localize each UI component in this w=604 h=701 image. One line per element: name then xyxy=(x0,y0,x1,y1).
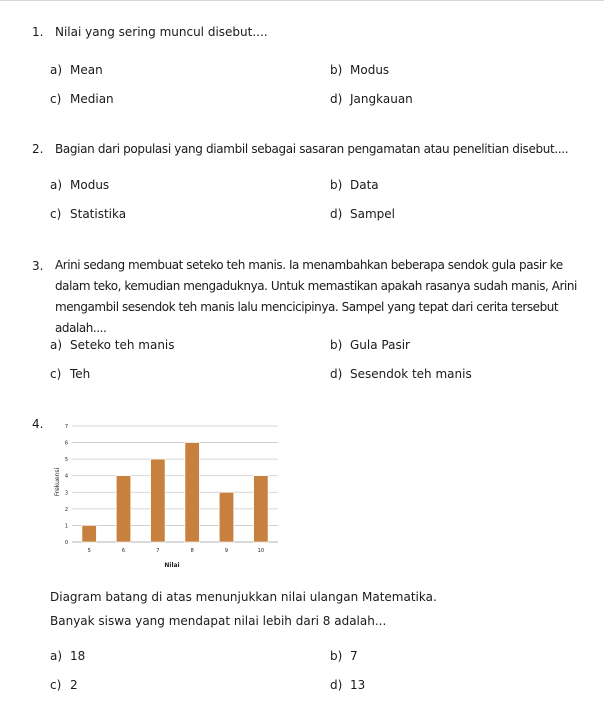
option-4d-text: 13 xyxy=(350,678,366,692)
option-1b-letter: b) xyxy=(330,63,343,77)
option-4c-letter: c) xyxy=(50,678,62,692)
chart-x-tick-label: 6 xyxy=(121,548,126,554)
option-1d-text: Jangkauan xyxy=(350,92,413,106)
option-3c-text: Teh xyxy=(70,367,91,381)
chart-x-tick-label: 7 xyxy=(156,548,160,554)
chart-x-tick-label: 5 xyxy=(87,548,91,554)
frequency-bar-chart xyxy=(46,414,282,574)
option-2c-letter: c) xyxy=(50,207,62,221)
option-3d-letter: d) xyxy=(330,367,343,381)
option-1a-text: Mean xyxy=(70,63,103,77)
chart-bar-10 xyxy=(254,476,268,542)
option-2b-letter: b) xyxy=(330,178,343,192)
option-3d-text: Sesendok teh manis xyxy=(350,367,472,381)
option-2a-letter: a) xyxy=(50,178,63,192)
option-2d-text: Sampel xyxy=(350,207,395,221)
chart-y-ticks xyxy=(65,424,68,546)
option-4c-text: 2 xyxy=(70,678,78,692)
chart-y-tick-label: 3 xyxy=(64,490,68,497)
option-1d-letter: d) xyxy=(330,92,343,106)
question-2-number: 2. xyxy=(32,142,44,156)
option-3c-letter: c) xyxy=(50,367,62,381)
option-1c-letter: c) xyxy=(50,92,62,106)
option-4d-letter: d) xyxy=(330,678,343,692)
chart-y-tick-label: 4 xyxy=(64,473,68,480)
question-2-text: Bagian dari populasi yang diambil sebagai sasaran pengamatan atau penelitian disebut.... xyxy=(55,142,569,156)
chart-y-tick-label: 6 xyxy=(64,440,68,447)
question-1-text: Nilai yang sering muncul disebut.... xyxy=(55,25,268,39)
question-1-number: 1. xyxy=(32,25,44,39)
question-3-number: 3. xyxy=(32,259,44,273)
chart-bar-8 xyxy=(185,443,199,542)
chart-y-tick-label: 2 xyxy=(64,506,68,513)
option-4b-letter: b) xyxy=(330,649,343,663)
chart-bar-7 xyxy=(151,459,165,542)
option-1b-text: Modus xyxy=(350,63,390,77)
option-3b-letter: b) xyxy=(330,338,343,352)
chart-bar-9 xyxy=(219,492,233,542)
chart-x-ticks xyxy=(88,548,264,554)
option-3a-letter: a) xyxy=(50,338,63,352)
option-4a-letter: a) xyxy=(50,649,63,663)
chart-y-tick-label: 5 xyxy=(64,457,68,464)
chart-y-axis-label: Frekuensi xyxy=(54,467,61,497)
option-2d-letter: d) xyxy=(330,207,343,221)
option-1a-letter: a) xyxy=(50,63,63,77)
chart-y-tick-label: 7 xyxy=(64,424,68,430)
top-divider xyxy=(0,0,604,1)
option-1c-text: Median xyxy=(70,92,114,106)
question-4-number: 4. xyxy=(32,417,44,431)
option-2b-text: Data xyxy=(350,178,379,192)
chart-x-tick-label: 9 xyxy=(224,548,229,554)
option-3b-text: Gula Pasir xyxy=(350,338,410,352)
question-4-line-1: Diagram batang di atas menunjukkan nilai ulangan Matematika. xyxy=(50,590,437,604)
question-4-line-2: Banyak siswa yang mendapat nilai lebih dari 8 adalah... xyxy=(50,614,387,628)
question-3-text: Arini sedang membuat seteko teh manis. Ia menambahkan beberapa sendok gula pasir ke dalam teko, kemudian mengaduknya. Untuk memastikan apakah rasanya sudah manis, Arini mengambil sesendok teh manis lalu mencicipinya. Sampel yang tepat dari cerita tersebut adalah.... xyxy=(55,258,577,335)
chart-bar-5 xyxy=(82,525,96,542)
option-2c-text: Statistika xyxy=(70,207,127,221)
chart-x-axis-label: Nilai xyxy=(164,562,180,569)
chart-x-tick-label: 8 xyxy=(190,548,194,554)
option-4a-text: 18 xyxy=(70,649,86,663)
chart-gridlines xyxy=(72,426,278,542)
chart-bar-6 xyxy=(116,476,130,542)
chart-y-tick-label: 0 xyxy=(64,540,68,546)
option-3a-text: Seteko teh manis xyxy=(70,338,175,352)
chart-y-tick-label: 1 xyxy=(64,523,68,530)
chart-x-tick-label: 10 xyxy=(257,548,265,554)
option-2a-text: Modus xyxy=(70,178,110,192)
option-4b-text: 7 xyxy=(350,649,358,663)
